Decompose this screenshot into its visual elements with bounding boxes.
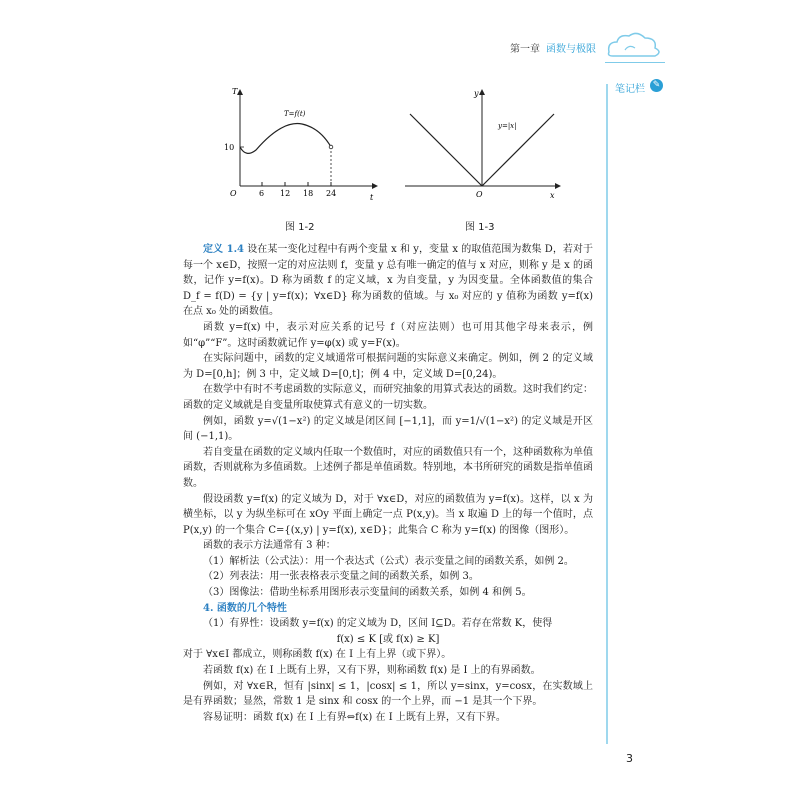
x-tick-label: 18 <box>303 189 314 198</box>
list-item: （1）解析法（公式法）：用一个表达式（公式）表示变量之间的函数关系，如例 2。 <box>203 555 574 567</box>
curve-label: T=f(t) <box>284 110 306 118</box>
list-item: （3）图像法：借助坐标系用图形表示变量间的函数关系，如例 4 和例 5。 <box>203 587 532 599</box>
notes-column <box>606 84 660 744</box>
origin-label: O <box>476 190 483 199</box>
paragraph: 例如，对 ∀x∈R，恒有 |sinx| ≤ 1，|cosx| ≤ 1，所以 y=sinx，y=cosx，在实数域上是有界函数；显然，常数 1 是 sinx 和 cosx 的一个上界，而 −1 是其一个下界。 <box>183 680 593 708</box>
paragraph: 假设函数 y=f(x) 的定义域为 D，对于 ∀x∈D，对应的函数值为 y=f(x)。这样，以 x 为横坐标，以 y 为纵坐标可在 xOy 平面上确定一点 P(x,y)。当 x 取遍 D 上的每一个值时，点 P(x,y) 的一个集合 C={(x,y) | y=f(x), x∈D}；此集合 C 称为 y=f(x) 的图像（图形）。 <box>183 493 593 536</box>
paragraph: 对于 ∀x∈I 都成立，则称函数 f(x) 在 I 上有上界（或下界）。 <box>183 649 452 661</box>
definition-text: 设在某一变化过程中有两个变量 x 和 y，变量 x 的取值范围为数集 D，若对于每一个 x∈D，按照一定的对应法则 f，变量 y 总有唯一确定的值与 x 对应，则称 y 是 x 的函数，记作 y=f(x)。D 称为函数 f 的定义域，x 为自变量，y 为因变量。全体函数值的集合 D_f = f(D) = {y | y=f(x)；∀x∈D} 称为函数的值域。与 x₀ 对应的 y 值称为函数 y=f(x) 在点 x₀ 处的函数值。 <box>183 244 593 318</box>
paragraph: 例如，函数 y=√(1−x²) 的定义域是闭区间 [−1,1]，而 y=1/√(1−x²) 的定义域是开区间 (−1,1)。 <box>183 415 593 443</box>
x-axis-label: t <box>370 193 374 202</box>
y-axis-label: y <box>474 89 479 98</box>
curve-label: y=|x| <box>498 122 517 130</box>
pencil-icon: ✎ <box>650 79 663 92</box>
x-tick-label: 6 <box>259 189 265 198</box>
page-number: 3 <box>626 752 633 765</box>
definition-paragraph <box>183 242 593 320</box>
x-axis-label: x <box>550 191 555 200</box>
y-tick-label: 10 <box>224 143 235 152</box>
running-header <box>510 40 596 55</box>
abs-line-left <box>410 114 482 186</box>
paragraph: 函数 y=f(x) 中，表示对应关系的记号 f（对应法则）也可用其他字母来表示，例如“φ”“F”。这时函数就记作 y=φ(x) 或 y=F(x)。 <box>183 321 593 349</box>
endpoint-marker <box>329 145 333 149</box>
notes-label: 笔记栏 <box>615 84 645 95</box>
section-heading: 4. 函数的几个特性 <box>203 602 287 614</box>
formula: f(x) ≤ K [或 f(x) ≥ K] <box>336 633 440 645</box>
paragraph: 若自变量在函数的定义域内任取一个数值时，对应的函数值只有一个，这种函数称为单值函数，否则就称为多值函数。上述例子都是单值函数。特别地，本书所研究的函数是指单值函数。 <box>183 446 593 489</box>
cloud-decoration-icon <box>605 30 665 60</box>
paragraph: 在实际问题中，函数的定义域通常可根据问题的实际意义来确定。例如，例 2 的定义域为 D=[0,h]；例 3 中，定义域 D=[0,t]；例 4 中，定义域 D=[0,24)。 <box>183 353 593 380</box>
body-text <box>183 242 593 725</box>
list-item: （2）列表法：用一张表格表示变量之间的函数关系，如例 3。 <box>203 571 479 583</box>
header-rule <box>605 62 665 63</box>
chapter-label: 第一章 <box>510 44 540 55</box>
figure-1-2 <box>222 86 382 211</box>
paragraph: 函数的表示方法通常有 3 种： <box>203 540 336 552</box>
y-axis-label: T <box>232 87 238 96</box>
definition-label: 定义 1.4 <box>203 244 245 255</box>
figure-1-3 <box>400 86 570 211</box>
paragraph: 在数学中有时不考虑函数的实际意义，而研究抽象的用算式表达的函数。这时我们约定：函数的定义域就是自变量所取使算式有意义的一切实数。 <box>183 384 593 411</box>
abs-line-right <box>482 114 554 186</box>
temperature-curve <box>240 124 331 154</box>
origin-label: O <box>230 189 237 198</box>
figure-caption-1-2: 图 1-2 <box>285 222 315 233</box>
paragraph: 容易证明：函数 f(x) 在 I 上有界⇔f(x) 在 I 上既有上界，又有下界。 <box>203 711 506 723</box>
figure-caption-1-3: 图 1-3 <box>465 222 495 233</box>
x-tick-label: 12 <box>280 189 291 198</box>
paragraph: 若函数 f(x) 在 I 上既有上界，又有下界，则称函数 f(x) 是 I 上的有界函数。 <box>203 665 541 677</box>
chapter-title: 函数与极限 <box>546 44 596 55</box>
x-tick-label: 24 <box>326 189 337 198</box>
paragraph: （1）有界性：设函数 y=f(x) 的定义域为 D，区间 I⊆D。若存在常数 K，使得 <box>203 618 553 630</box>
